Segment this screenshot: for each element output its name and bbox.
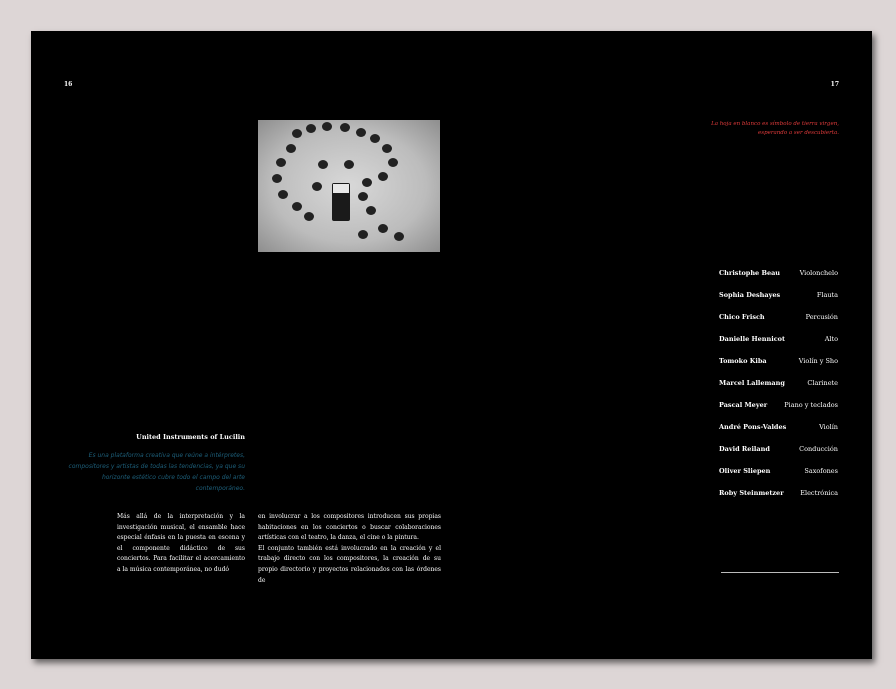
member-instrument: Violín y Sho xyxy=(798,357,838,365)
member-instrument: Alto xyxy=(824,335,838,343)
member-instrument: Clarinete xyxy=(807,379,838,387)
roster-row xyxy=(719,467,838,489)
body-column-2 xyxy=(258,512,441,586)
member-instrument: Violonchelo xyxy=(799,269,838,277)
roster-row xyxy=(719,379,838,401)
member-name: Sophia Deshayes xyxy=(719,291,781,299)
roster-row xyxy=(719,313,838,335)
body-paragraph: El conjunto también está involucrado en la creación y el trabajo directo con los compositores, la creación de su propio directorio y proyectos relacionados con las órdenes de xyxy=(258,544,441,584)
member-instrument: Percusión xyxy=(805,313,838,321)
body-paragraph: en involucrar a los compositores introducen sus propias habitaciones en los conciertos o buscar colaboraciones artísticas con el teatro, la danza, el cine o la pintura. xyxy=(258,513,441,542)
page-number-right: 17 xyxy=(830,81,839,88)
member-name: David Reiland xyxy=(719,445,770,453)
ensemble-roster xyxy=(719,269,838,511)
member-name: Oliver Sliepen xyxy=(719,467,771,475)
section-title: United Instruments of Lucilin xyxy=(136,433,245,441)
section-intro: Es una plataforma creativa que reúne a intérpretes, compositores y artistas de todas las tendencias, ya que su horizonte estético cubre todo el campo del arte contemporáneo. xyxy=(68,452,245,492)
member-name: Roby Steinmetzer xyxy=(719,489,784,497)
roster-row xyxy=(719,335,838,357)
roster-row xyxy=(719,401,838,423)
member-instrument: Saxofones xyxy=(804,467,838,475)
member-name: Christophe Beau xyxy=(719,269,781,277)
roster-row xyxy=(719,269,838,291)
roster-row xyxy=(719,357,838,379)
member-name: Tomoko Kiba xyxy=(719,357,767,365)
body-column-1: Más allá de la interpretación y la investigación musical, el ensamble hace especial énfasis en la puesta en escena y el componente didáctico de sus conciertos. Para facilitar el acercamiento a la música contemporánea, no dudó xyxy=(117,513,245,573)
member-instrument: Violín xyxy=(819,423,838,431)
roster-row xyxy=(719,423,838,445)
member-name: Chico Frisch xyxy=(719,313,765,321)
ensemble-photo xyxy=(258,120,440,252)
divider-rule xyxy=(721,572,839,573)
member-instrument: Piano y teclados xyxy=(784,401,838,409)
member-name: Marcel Lallemang xyxy=(719,379,785,387)
member-name: André Pons-Valdes xyxy=(719,423,787,431)
pull-quote: La hoja en blanco es símbolo de tierra virgen, esperando a ser descubierta. xyxy=(711,121,839,136)
roster-row xyxy=(719,445,838,467)
magazine-spread xyxy=(31,31,872,659)
member-name: Danielle Hennicot xyxy=(719,335,786,343)
member-instrument: Flauta xyxy=(816,291,838,299)
member-instrument: Electrónica xyxy=(800,489,838,497)
roster-row xyxy=(719,489,838,511)
roster-row xyxy=(719,291,838,313)
member-instrument: Conducción xyxy=(799,445,838,453)
member-name: Pascal Meyer xyxy=(719,401,768,409)
page-number-left: 16 xyxy=(64,81,73,88)
